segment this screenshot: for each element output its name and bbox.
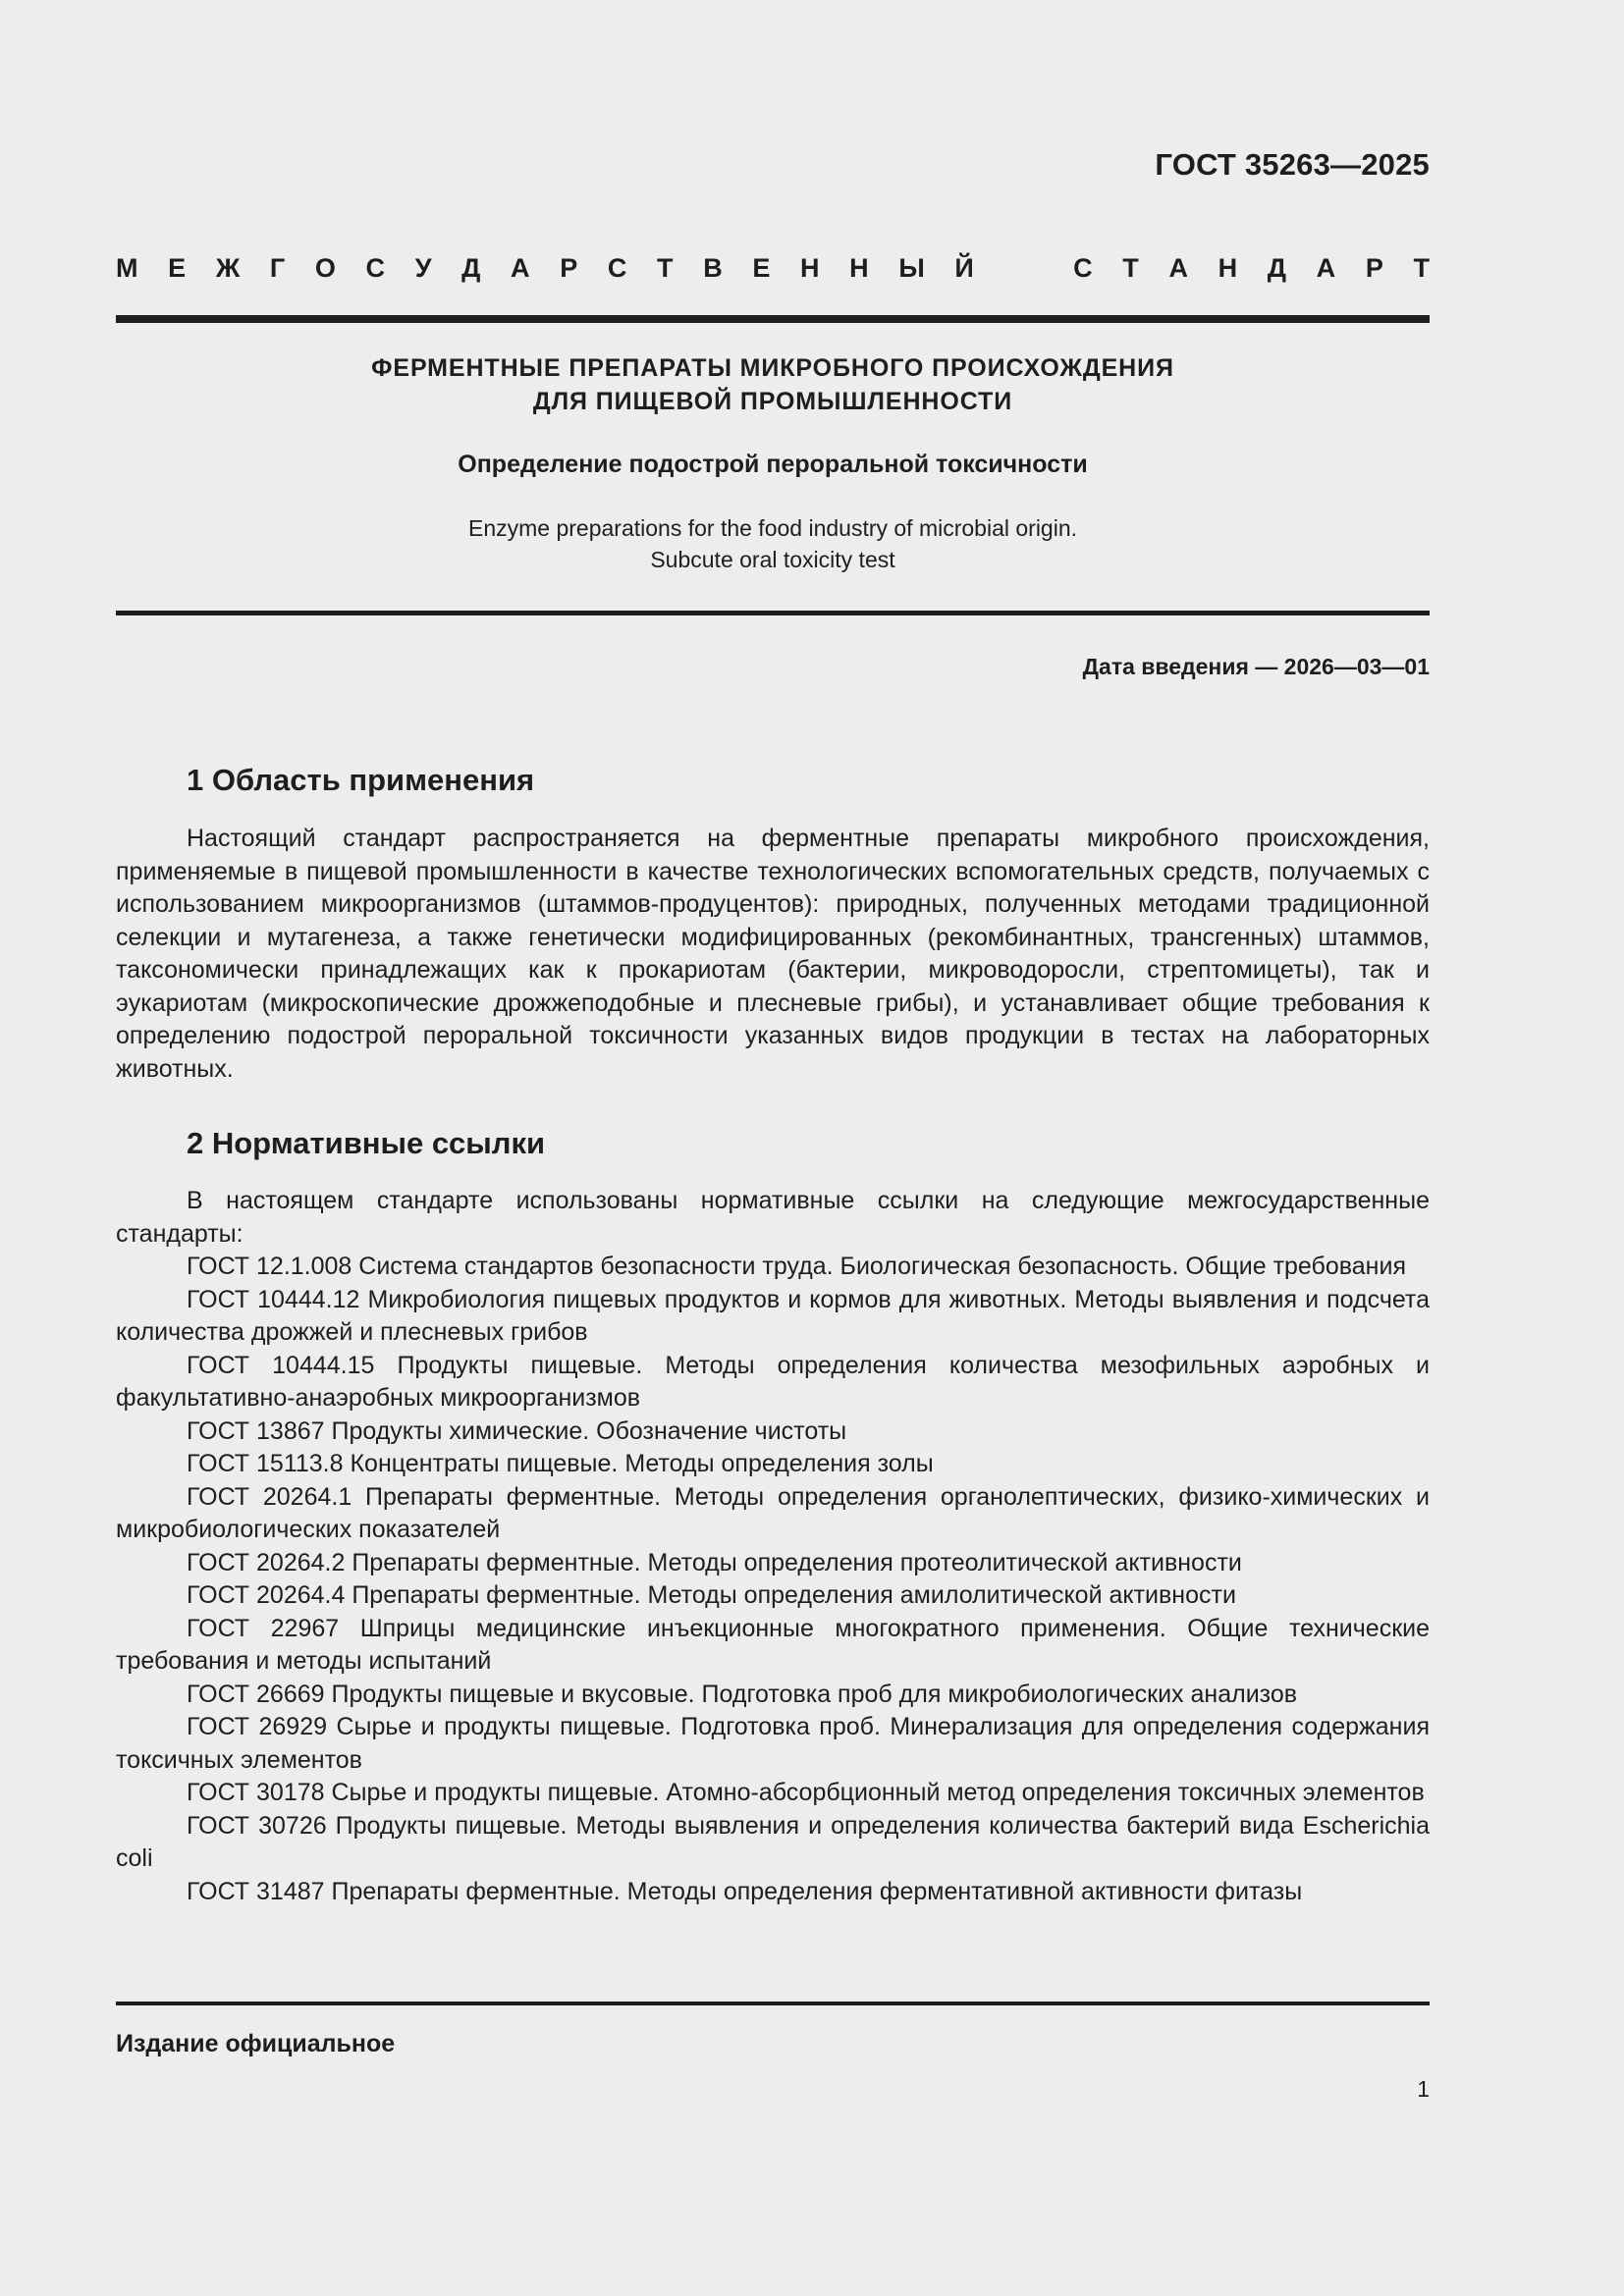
banner-letter: Н <box>800 253 820 283</box>
section-1-heading: 1 Область применения <box>187 763 535 797</box>
reference-item: ГОСТ 30178 Сырье и продукты пищевые. Атомно-абсорбционный метод определения токсичных элементов <box>187 1779 1425 1806</box>
document-subtitle: Определение подострой пероральной токсичности <box>458 451 1088 478</box>
page-number: 1 <box>1417 2076 1430 2102</box>
banner-letter: С <box>365 253 386 283</box>
english-title-line-2: Subcute oral toxicity test <box>650 547 895 572</box>
normative-references-list <box>116 1251 1430 1908</box>
banner-letter: А <box>1316 253 1336 283</box>
banner-letter: Г <box>269 253 286 283</box>
english-title <box>116 512 1430 575</box>
banner-letter: Р <box>560 253 578 283</box>
banner-letter: Ж <box>215 253 241 283</box>
banner-letter: С <box>1073 253 1093 283</box>
reference-item: ГОСТ 20264.1 Препараты ферментные. Методы определения органолептических, физико-химических и микробиологических показателей <box>116 1482 1430 1543</box>
banner-letter: Н <box>849 253 869 283</box>
footer-rule <box>116 2002 1430 2005</box>
document-page <box>116 0 1430 2296</box>
introduction-date: Дата введения — 2026—03—01 <box>1082 654 1430 679</box>
reference-item: ГОСТ 10444.12 Микробиология пищевых продуктов и кормов для животных. Методы выявления и подсчета количества дрожжей и плесневых грибов <box>116 1285 1430 1346</box>
reference-item: ГОСТ 26669 Продукты пищевые и вкусовые. Подготовка проб для микробиологических анализов <box>187 1680 1298 1708</box>
title-line-1: ФЕРМЕНТНЫЕ ПРЕПАРАТЫ МИКРОБНОГО ПРОИСХОЖДЕНИЯ <box>371 354 1174 382</box>
reference-item: ГОСТ 26929 Сырье и продукты пищевые. Подготовка проб. Минерализация для определения содержания токсичных элементов <box>116 1713 1430 1774</box>
reference-item: ГОСТ 10444.15 Продукты пищевые. Методы определения количества мезофильных аэробных и факультативно-анаэробных микроорганизмов <box>116 1351 1430 1412</box>
banner-letter: У <box>414 253 432 283</box>
header-rule <box>116 315 1430 323</box>
reference-item: ГОСТ 15113.8 Концентраты пищевые. Методы определения золы <box>187 1450 934 1477</box>
banner-letter: А <box>511 253 530 283</box>
banner-letter: Т <box>1122 253 1139 283</box>
banner-letter: Е <box>752 253 771 283</box>
official-edition-label: Издание официальное <box>116 2030 396 2057</box>
banner-letter: Е <box>168 253 187 283</box>
reference-item: ГОСТ 31487 Препараты ферментные. Методы определения ферментативной активности фитазы <box>187 1877 1303 1905</box>
banner-letter: Т <box>657 253 674 283</box>
title-line-2: ДЛЯ ПИЩЕВОЙ ПРОМЫШЛЕННОСТИ <box>532 388 1013 415</box>
reference-item: ГОСТ 20264.4 Препараты ферментные. Методы определения амилолитической активности <box>187 1581 1236 1609</box>
reference-item: ГОСТ 20264.2 Препараты ферментные. Методы определения протеолитической активности <box>187 1548 1242 1576</box>
reference-item: ГОСТ 13867 Продукты химические. Обозначение чистоты <box>187 1416 847 1445</box>
banner-letter: Ы <box>898 253 925 283</box>
interstate-standard-banner <box>116 253 1430 284</box>
banner-letter: М <box>116 253 138 283</box>
document-number: ГОСТ 35263—2025 <box>1155 147 1430 182</box>
banner-letter: Н <box>1218 253 1238 283</box>
reference-item: ГОСТ 30726 Продукты пищевые. Методы выявления и определения количества бактерий вида Escherichia coli <box>116 1811 1430 1872</box>
english-title-line-1: Enzyme preparations for the food industry of microbial origin. <box>467 515 1078 541</box>
reference-item: ГОСТ 22967 Шприцы медицинские инъекционные многократного применения. Общие технические требования и методы испытаний <box>116 1614 1430 1675</box>
document-title <box>116 351 1430 418</box>
banner-letter: Д <box>1267 253 1287 283</box>
banner-letter: С <box>607 253 627 283</box>
banner-letter: О <box>314 253 336 283</box>
title-rule <box>116 611 1430 615</box>
section-2-heading: 2 Нормативные ссылки <box>187 1126 546 1160</box>
banner-letter: Т <box>1413 253 1430 283</box>
banner-word-gap <box>1003 253 1043 284</box>
banner-letter: А <box>1168 253 1188 283</box>
reference-item: ГОСТ 12.1.008 Система стандартов безопасности труда. Биологическая безопасность. Общие требования <box>187 1253 1406 1280</box>
banner-letter: В <box>703 253 723 283</box>
banner-letter: Р <box>1365 253 1383 283</box>
banner-letter: Й <box>954 253 974 283</box>
section-2-intro: В настоящем стандарте использованы нормативные ссылки на следующие межгосударственные стандарты: <box>116 1187 1430 1248</box>
section-1-text: Настоящий стандарт распространяется на ферментные препараты микробного происхождения, применяемые в пищевой промышленности в качестве технологических вспомогательных средств, получаемых с использованием микроорганизмов (штаммов-продуцентов): природных, полученных методами традиционной селекции и мутагенеза, а также генетически модифицированных (рекомбинантных, трансгенных) штаммов, таксономически принадлежащих как к прокариотам (бактерии, микроводоросли, стрептомицеты), так и эукариотам (микроскопические дрожжеподобные и плесневые грибы), и устанавливает общие требования к определению подострой пероральной токсичности указанных видов продукции в тестах на лабораторных животных. <box>116 825 1430 1083</box>
banner-letter: Д <box>461 253 481 283</box>
